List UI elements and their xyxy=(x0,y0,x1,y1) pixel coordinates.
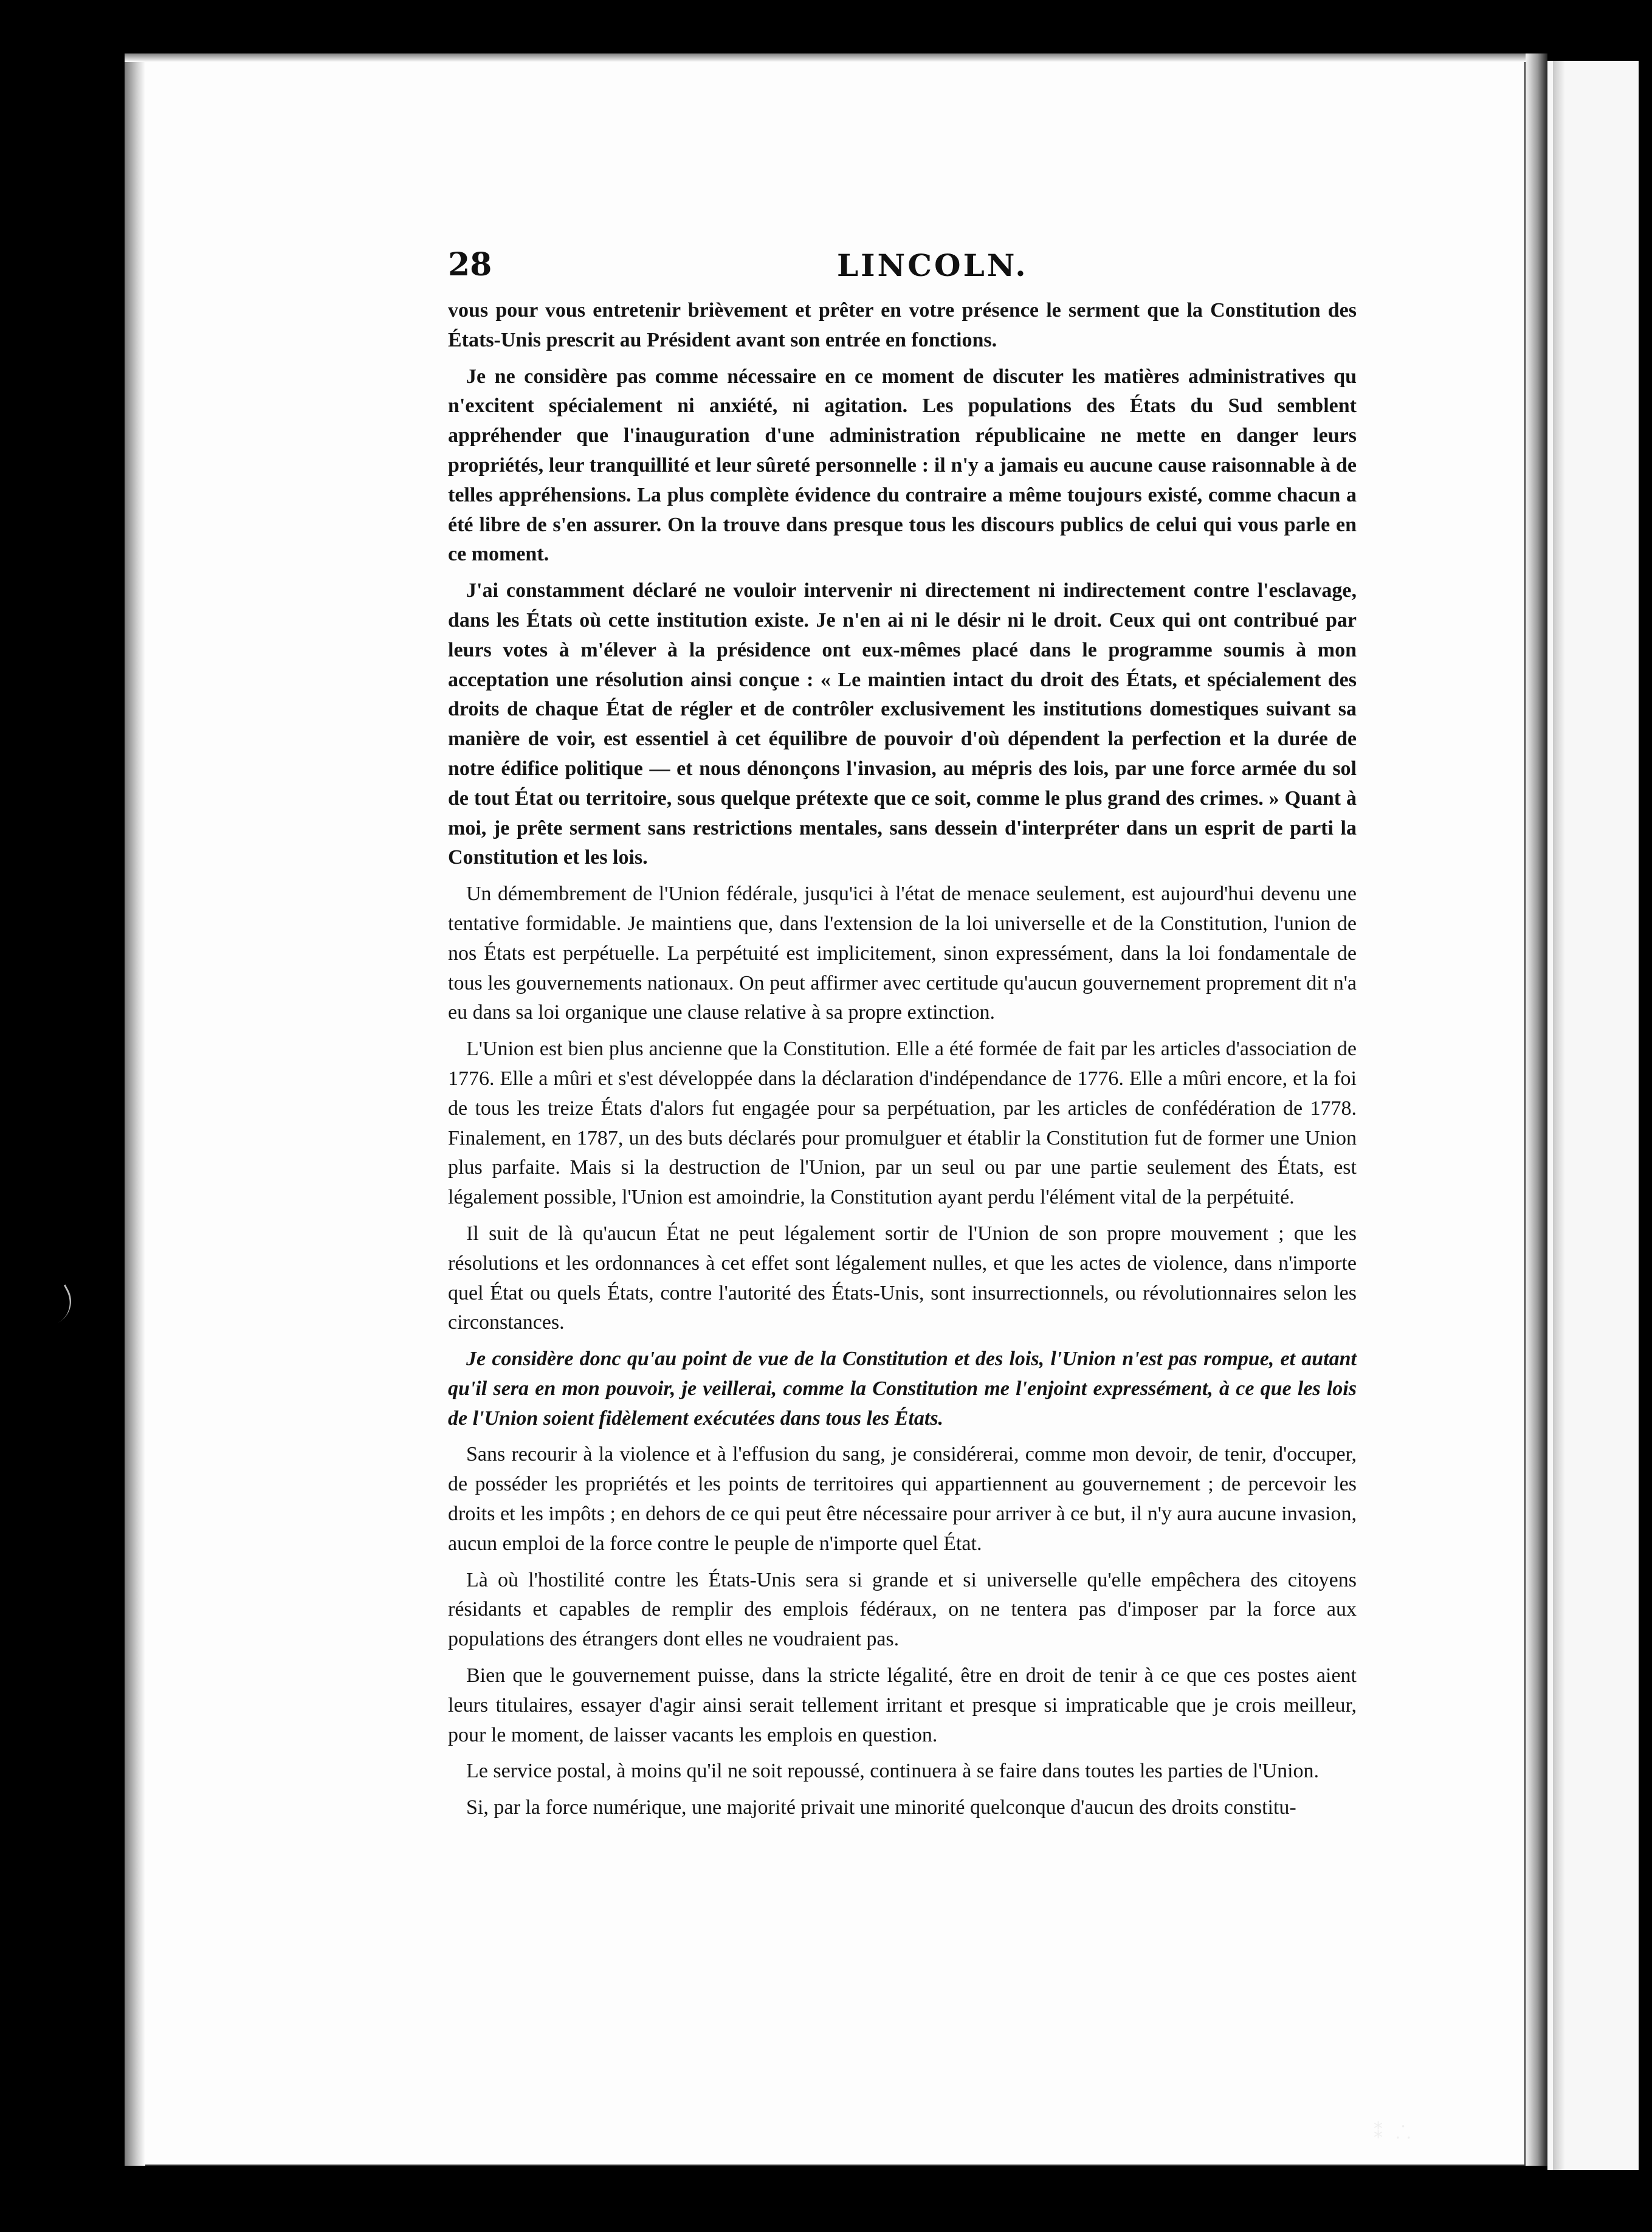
page-header xyxy=(448,246,1354,295)
page-top-edge-shadow xyxy=(125,53,1526,62)
paragraph-1: vous pour vous entretenir brièvement et prêter en votre présence le serment que la Constitution des États-Unis prescrit au Président avant son entrée en fonctions. xyxy=(448,299,1357,351)
paragraph-4: Un démembrement de l'Union fédérale, jusqu'ici à l'état de menace seulement, est aujourd'hui devenu une tentative formidable. Je maintiens que, dans l'extension de la loi universelle et de la Constitution, l'union de nos États est perpétuelle. La perpétuité est implicitement, sinon expressément, dans la loi fondamentale de tous les gouvernements nationaux. On peut affirmer avec certitude qu'aucun gouvernement proprement dit n'a eu dans sa loi organique une clause relative à sa propre extinction. xyxy=(448,883,1357,1024)
scan-artifact-marks: ⁑ ⸫ xyxy=(1374,2122,1415,2143)
running-title: LINCOLN. xyxy=(837,247,1028,283)
paragraph-5: L'Union est bien plus ancienne que la Constitution. Elle a été formée de fait par les articles d'association de 1776. Elle a mûri et s'est développée dans la déclaration d'indépendance de 1776. Elle a mûri encore, et la foi de tous les treize États d'alors fut engagée pour sa perpétuation, par les articles de confédération de 1778. Finalement, en 1787, un des buts déclarés pour promulguer et établir la Constitution fut de former une Union plus parfaite. Mais si la destruction de l'Union, par un seul ou par une partie seulement des États, est légalement possible, l'Union est amoindrie, la Constitution ayant perdu l'élément vital de la perpétuité. xyxy=(448,1038,1357,1209)
page-number: 28 xyxy=(448,246,492,283)
paragraph-3: J'ai constamment déclaré ne vouloir intervenir ni directement ni indirectement contre l'esclavage, dans les États où cette institution existe. Je n'en ai ni le désir ni le droit. Ceux qui ont contribué par leurs votes à m'élever à la présidence ont eux-mêmes placé dans le programme soumis à mon acceptation une résolution ainsi conçue : « Le maintien intact du droit des États, et spécialement des droits de chaque État de régler et de contrôler exclusivement les institutions domestiques suivant sa manière de voir, est essentiel à cet équilibre de pouvoir d'où dépendent la perfection et la durée de notre édifice politique — et nous dénonçons l'invasion, au mépris des lois, par une force armée du sol de tout État ou territoire, sous quelque prétexte que ce soit, comme le plus grand des crimes. » Quant à moi, je prête serment sans restrictions mentales, sans dessein d'interpréter dans un esprit de parti la Constitution et les lois. xyxy=(448,579,1357,869)
paragraph-9: Là où l'hostilité contre les États-Unis sera si grande et si universelle qu'elle empêchera des citoyens résidants et capables de remplir des emplois fédéraux, on ne tentera pas d'imposer par la force aux populations des étrangers dont elles ne voudraient pas. xyxy=(448,1568,1357,1651)
paragraph-11: Le service postal, à moins qu'il ne soit repoussé, continuera à se faire dans toutes les parties de l'Union. xyxy=(466,1760,1320,1783)
paragraph-10: Bien que le gouvernement puisse, dans la stricte légalité, être en droit de tenir à ce que ces postes aient leurs titulaires, essayer d'agir ainsi serait tellement irritant et presque si impraticable que je crois meilleur, pour le moment, de laisser vacants les emplois en question. xyxy=(448,1664,1357,1746)
page-left-edge-shadow xyxy=(125,53,145,2166)
paragraph-12: Si, par la force numérique, une majorité privait une minorité quelconque d'aucun des droits constitu- xyxy=(466,1796,1296,1819)
paragraph-6: Il suit de là qu'aucun État ne peut légalement sortir de l'Union de son propre mouvement ; que les résolutions et les ordonnances à cet effet sont légalement nulles, et que les actes de violence, dans n'importe quel État ou quels États, contre l'autorité des États-Unis, sont insurrectionnels, ou révolutionnaires selon les circonstances. xyxy=(448,1222,1357,1334)
adjacent-page-shadow xyxy=(1553,61,1565,2170)
book-gutter xyxy=(1526,53,1547,2166)
paragraph-2: Je ne considère pas comme nécessaire en ce moment de discuter les matières administratives qu n'excitent spécialement ni anxiété, ni agitation. Les populations des États du Sud semblent appréhender que l'inauguration d'une administration républicaine ne mette en danger leurs propriétés, leur tranquillité et leur sûreté personnelle : il n'y a jamais eu aucune cause raisonnable à de telles appréhensions. La plus complète évidence du contraire a même toujours existé, comme chacun a été libre de s'en assurer. On la trouve dans presque tous les discours publics de celui qui vous parle en ce moment. xyxy=(448,365,1357,566)
paragraph-8: Sans recourir à la violence et à l'effusion du sang, je considérerai, comme mon devoir, de tenir, d'occuper, de posséder les propriétés et les points de territoires qui appartiennent au gouvernement ; de percevoir les droits et les impôts ; en dehors de ce qui peut être nécessaire pour arriver à ce but, il n'y aura aucune invasion, aucun emploi de la force contre le peuple de n'importe quel État. xyxy=(448,1443,1357,1555)
body-text xyxy=(448,296,1357,1830)
paragraph-7-emphasis: Je considère donc qu'au point de vue de la Constitution et des lois, l'Union n'est pas rompue, et autant qu'il sera en mon pouvoir, je veillerai, comme la Constitution me l'enjoint expressément, à ce que les lois de l'Union soient fidèlement exécutées dans tous les États. xyxy=(448,1348,1357,1430)
